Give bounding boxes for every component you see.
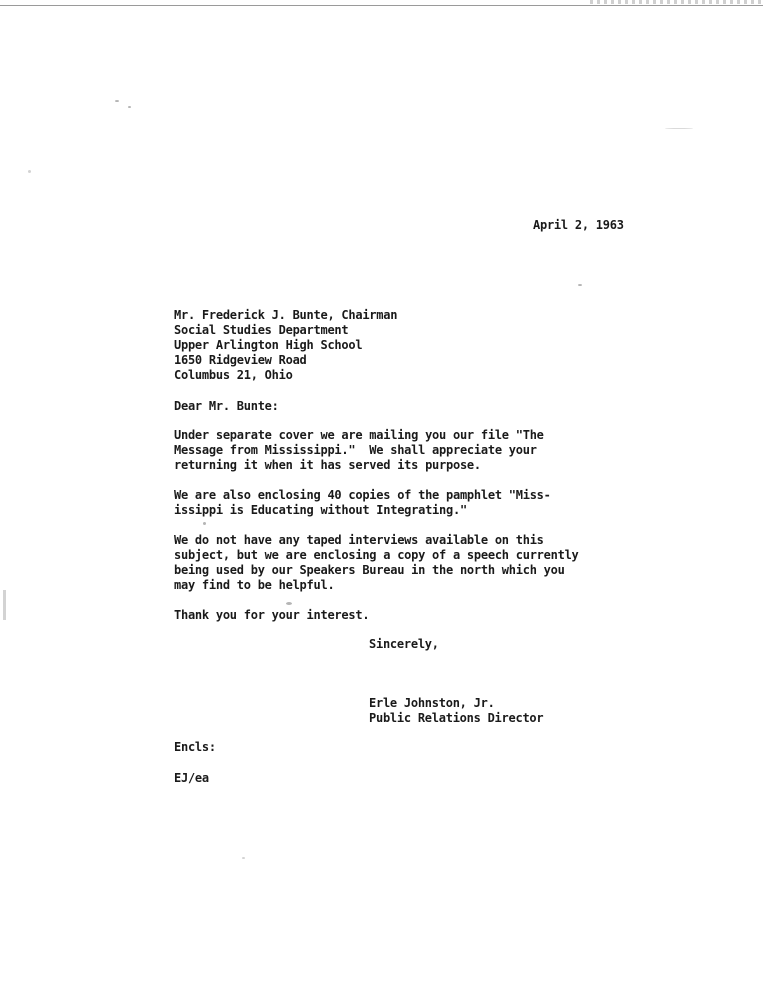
address-line: 1650 Ridgeview Road: [174, 353, 307, 367]
signer-title: Public Relations Director: [369, 711, 544, 725]
address-line: Social Studies Department: [174, 323, 349, 337]
scan-speck: [128, 106, 131, 108]
body-line: subject, but we are enclosing a copy of a speech currently: [174, 548, 579, 562]
scan-speck: [286, 602, 292, 605]
typist-initials: EJ/ea: [174, 771, 209, 785]
letter-date: April 2, 1963: [533, 218, 624, 232]
address-line: Upper Arlington High School: [174, 338, 363, 352]
scan-speck: [115, 100, 119, 102]
body-line: Message from Mississippi." We shall appreciate your: [174, 443, 537, 457]
body-line: We do not have any taped interviews available on this: [174, 533, 544, 547]
scan-speck: [3, 590, 6, 620]
body-line: Under separate cover we are mailing you our file "The: [174, 428, 544, 442]
scan-speck: [665, 128, 693, 129]
body-line: Thank you for your interest.: [174, 608, 370, 622]
scan-speck: [578, 284, 582, 286]
closing: Sincerely,: [369, 637, 439, 651]
salutation: Dear Mr. Bunte:: [174, 399, 279, 413]
signer-name: Erle Johnston, Jr.: [369, 696, 495, 710]
scan-artifact: [590, 0, 763, 4]
scan-speck: [242, 857, 245, 859]
body-line: returning it when it has served its purpose.: [174, 458, 481, 472]
body-line: issippi is Educating without Integrating.": [174, 503, 467, 517]
body-line: We are also enclosing 40 copies of the pamphlet "Miss-: [174, 488, 551, 502]
address-line: Columbus 21, Ohio: [174, 368, 293, 382]
scan-speck: [203, 522, 206, 525]
enclosure-note: Encls:: [174, 740, 216, 754]
scan-speck: [28, 170, 31, 173]
body-line: being used by our Speakers Bureau in the north which you: [174, 563, 565, 577]
address-line: Mr. Frederick J. Bunte, Chairman: [174, 308, 398, 322]
body-line: may find to be helpful.: [174, 578, 335, 592]
page-top-edge: [0, 5, 763, 6]
